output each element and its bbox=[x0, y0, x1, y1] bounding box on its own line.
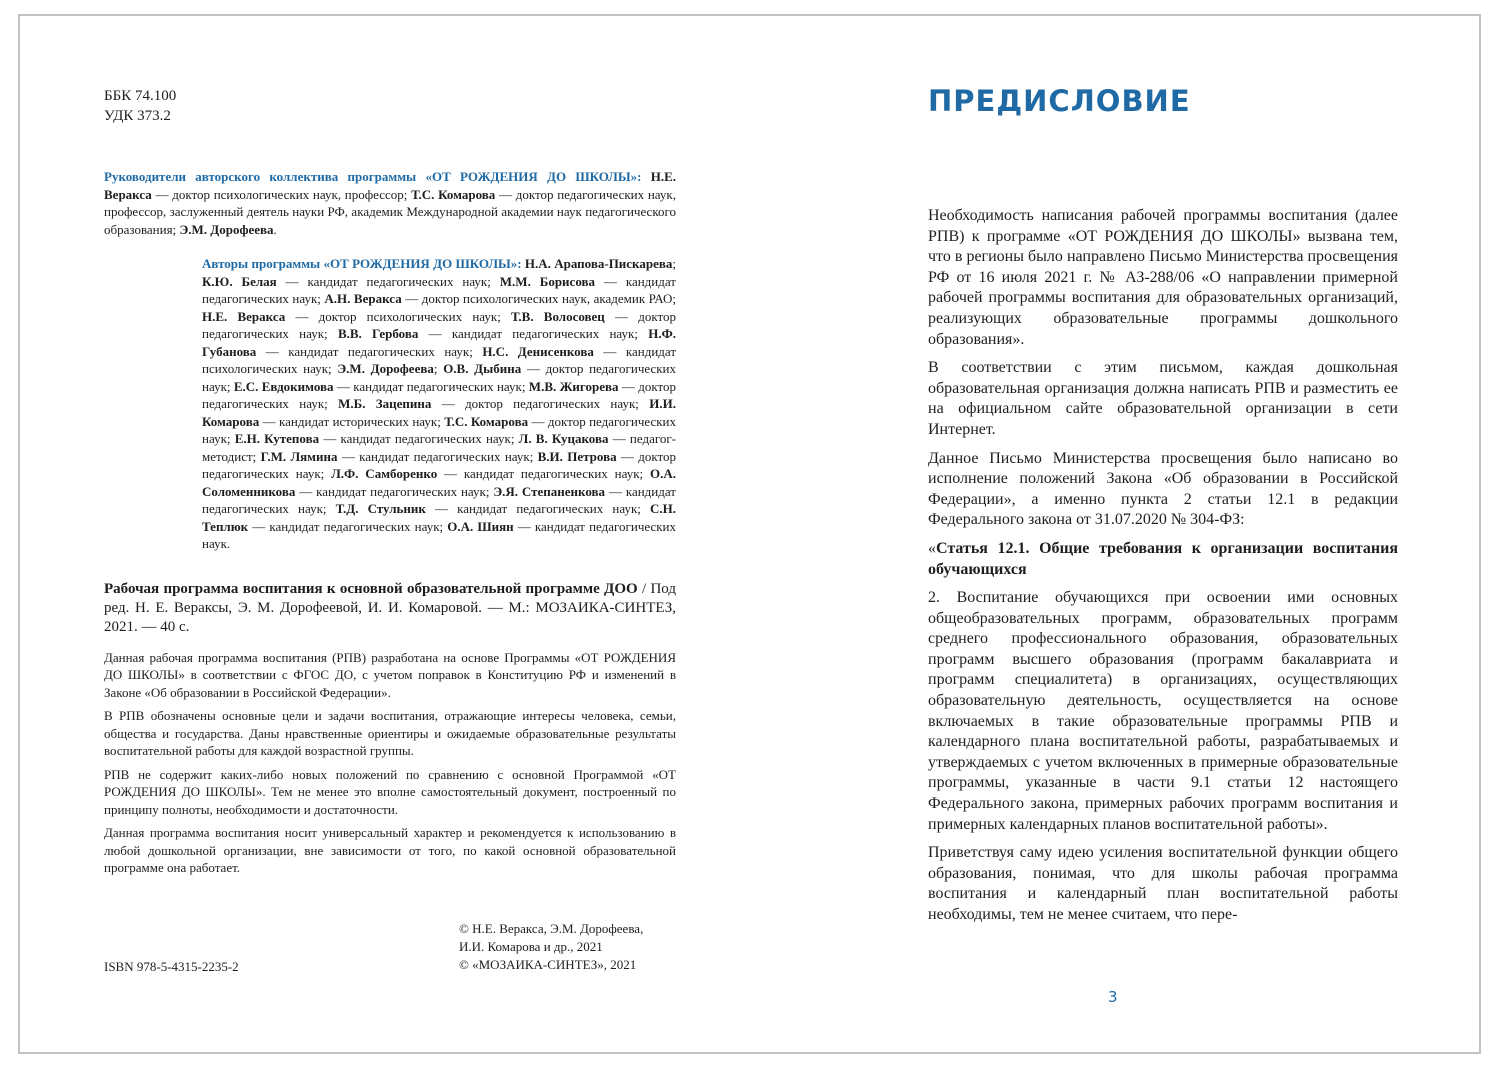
person-description: — доктор психологических наук, академик РАО; bbox=[401, 291, 676, 306]
right-page bbox=[928, 84, 1398, 934]
person-name: О.А. Шиян bbox=[447, 518, 514, 534]
person-name: Т.С. Комарова bbox=[444, 413, 529, 429]
copyright bbox=[459, 920, 643, 974]
person-name: С.Н. Теплюк bbox=[202, 501, 676, 534]
bbk-code: ББК 74.100 bbox=[104, 88, 177, 104]
article-title: Статья 12.1. Общие требования к организации воспитания обучающихся bbox=[928, 539, 1398, 578]
copyright-line: И.И. Комарова и др., 2021 bbox=[459, 939, 603, 954]
person-description: — доктор педагогических наук; bbox=[202, 361, 677, 394]
person-description: — доктор психологических наук, профессор; bbox=[151, 186, 412, 202]
person-name: О.В. Дыбина bbox=[443, 361, 522, 376]
page-title: ПРЕДИСЛОВИЕ bbox=[928, 84, 1191, 118]
law-article-heading bbox=[928, 539, 1398, 580]
book-reference bbox=[104, 580, 676, 637]
book-imprint: / Под ред. Н. Е. Вераксы, Э. М. Дорофеевой, И. И. Комаровой. — М.: МОЗАИКА-СИНТЕЗ, 2021. — 40 с. bbox=[104, 580, 676, 635]
person-description: — кандидат педагогических наук. bbox=[202, 518, 677, 551]
person-description: — кандидат педагогических наук; bbox=[202, 273, 676, 306]
person-name: М.М. Борисова bbox=[499, 273, 596, 289]
authors-block bbox=[202, 255, 676, 553]
person-name: В.В. Гербова bbox=[337, 326, 419, 341]
person-description: — доктор педагогических наук; bbox=[202, 413, 676, 446]
person-description: — доктор психологических наук; bbox=[285, 308, 512, 324]
copyright-line: © Н.Е. Веракса, Э.М. Дорофеева, bbox=[459, 921, 644, 936]
person-description: — педагог-методист; bbox=[202, 431, 677, 464]
person-description: — доктор педагогических наук; bbox=[202, 448, 676, 481]
person-name: А.Н. Веракса bbox=[324, 291, 402, 306]
person-description: ; bbox=[433, 361, 444, 376]
person-name: М.Б. Зацепина bbox=[338, 396, 432, 411]
person-name: К.Ю. Белая bbox=[202, 273, 277, 289]
person-name: О.А. Соломенникова bbox=[202, 466, 676, 499]
imprint-footer bbox=[104, 920, 676, 976]
person-description: — кандидат педагогических наук; bbox=[437, 466, 650, 481]
person-name: Е.Н. Кутепова bbox=[234, 431, 320, 446]
person-description: — кандидат педагогических наук; bbox=[276, 273, 500, 289]
classification-codes bbox=[104, 86, 676, 126]
person-description: — кандидат педагогических наук; bbox=[425, 501, 650, 516]
person-name: Н.Е. Веракса bbox=[104, 169, 677, 202]
person-description: — кандидат педагогических наук; bbox=[202, 483, 676, 516]
isbn: ISBN 978-5-4315-2235-2 bbox=[104, 959, 239, 974]
person-name: Т.С. Комарова bbox=[411, 186, 496, 202]
quote-mark: « bbox=[928, 539, 936, 557]
person-name: Г.М. Лямина bbox=[260, 448, 338, 464]
authors-heading: Авторы программы «ОТ РОЖДЕНИЯ ДО ШКОЛЫ»: bbox=[202, 256, 522, 271]
person-description: . bbox=[273, 221, 277, 237]
person-description: — кандидат педагогических наук; bbox=[337, 448, 538, 464]
page-number: 3 bbox=[1108, 988, 1118, 1006]
person-name: Н.Е. Веракса bbox=[202, 308, 286, 324]
annotation-paragraph: РПВ не содержит каких-либо новых положений по сравнению с основной Программой «ОТ РОЖДЕНИЯ ДО ШКОЛЫ». Тем не менее это вполне самостоятельный документ, построенный по принципу полноты, необходимости и достаточности. bbox=[104, 766, 676, 817]
person-description: — кандидат педагогических наук; bbox=[248, 518, 448, 534]
person-name: Н.С. Денисенкова bbox=[482, 343, 594, 359]
copyright-line: © «МОЗАИКА-СИНТЕЗ», 2021 bbox=[459, 957, 637, 972]
person-description: — кандидат педагогических наук; bbox=[333, 378, 529, 394]
person-name: Э.М. Дорофеева bbox=[337, 361, 434, 376]
person-name: Н.А. Арапова-Пискарева bbox=[524, 256, 673, 271]
annotation-paragraph: В РПВ обозначены основные цели и задачи воспитания, отражающие интересы человека, семьи, общества и государства. Даны нравственные ориентиры и ожидаемые образовательные результаты воспитательной работы для каждой возрастной группы. bbox=[104, 708, 676, 758]
person-name: Е.С. Евдокимова bbox=[233, 378, 334, 394]
person-description: — доктор педагогических наук; bbox=[202, 378, 676, 411]
person-description: — кандидат педагогических наук; bbox=[295, 483, 494, 499]
preface-paragraph: Данное Письмо Министерства просвещения было написано во исполнение положений Закона «Об образовании в Российской Федерации», а именно пункта 2 статьи 12.1 в редакции Федерального закона от 31.07.2020 № 304-ФЗ: bbox=[928, 449, 1398, 529]
person-name: Л. В. Куцакова bbox=[518, 431, 609, 446]
annotation bbox=[104, 649, 676, 877]
person-description: — кандидат исторических наук; bbox=[259, 413, 445, 429]
preface-paragraph: Необходимость написания рабочей программы воспитания (далее РПВ) к программе «ОТ РОЖДЕНИЯ ДО ШКОЛЫ» вызвана тем, что в регионы было направлено Письмо Министерства просвещения РФ от 16 июля 2021 г. № АЗ-288/06 «О направлении примерной рабочей программы воспитания для образовательных организаций, реализующих образовательные программы дошкольного образования». bbox=[928, 207, 1398, 348]
person-description: — кандидат педагогических наук; bbox=[256, 343, 483, 359]
person-name: Т.В. Волосовец bbox=[511, 308, 605, 324]
preface-paragraph: Приветствуя саму идею усиления воспитательной функции общего образования, понимая, что для школы рабочая программа воспитания и календарный план воспитательной работы необходимы, тем не менее считаем, что пере- bbox=[928, 844, 1398, 923]
annotation-paragraph: Данная рабочая программа воспитания (РПВ) разработана на основе Программы «ОТ РОЖДЕНИЯ ДО ШКОЛЫ» в соответствии с ФГОС ДО, с учетом поправок в Конституцию РФ и изменений в Законе «Об образовании в Российской Федерации». bbox=[104, 649, 676, 700]
person-name: И.И. Комарова bbox=[202, 396, 676, 429]
person-description: ; bbox=[672, 256, 676, 271]
person-description: — кандидат педагогических наук; bbox=[319, 431, 519, 446]
authors-list bbox=[202, 256, 676, 551]
preface-paragraph: 2. Воспитание обучающихся при освоении ими основных общеобразовательных программ, образовательных программ среднего профессионального образования, образовательных программ высшего образования (программ бакалавриата и программ специалитета) в организациях, осуществляющих образовательную деятельность, осуществляется на основе включаемых в такие образовательные программы РПВ и календарного плана воспитательной работы, разрабатываемых и утверждаемых с учетом включенных в примерные образовательные программы, указанные в части 9.1 статьи 12 настоящего Федерального закона, примерных рабочих программ воспитания и примерных календарных планов воспитательной работы». bbox=[928, 589, 1398, 833]
preface-text bbox=[928, 206, 1398, 926]
annotation-paragraph: Данная программа воспитания носит универсальный характер и рекомендуется к использованию в любой дошкольной организации, вне зависимости от того, по какой основной образовательной программе она работает. bbox=[104, 825, 676, 875]
person-name: Э.Я. Степаненкова bbox=[493, 483, 606, 499]
leaders-heading: Руководители авторского коллектива программы «ОТ РОЖДЕНИЯ ДО ШКОЛЫ»: bbox=[104, 169, 642, 184]
person-description: — доктор педагогических наук; bbox=[431, 396, 650, 411]
preface-paragraph: В соответствии с этим письмом, каждая дошкольная образовательная организация должна написать РПВ и разместить ее на официальном сайте образовательной организации в сети Интернет. bbox=[928, 359, 1398, 438]
person-name: Л.Ф. Самборенко bbox=[331, 466, 438, 481]
person-name: М.В. Жигорева bbox=[528, 378, 619, 394]
person-name: Э.М. Дорофеева bbox=[179, 221, 274, 237]
book-title: Рабочая программа воспитания к основной образовательной программе ДОО bbox=[104, 580, 638, 597]
person-description: — доктор педагогических наук, профессор, заслуженный деятель науки РФ, академик Международной академии наук педагогического образования; bbox=[104, 186, 676, 237]
person-name: В.И. Петрова bbox=[537, 448, 617, 464]
person-description: — кандидат педагогических наук; bbox=[418, 326, 649, 341]
person-description: — доктор педагогических наук; bbox=[202, 308, 676, 341]
udk-code: УДК 373.2 bbox=[104, 108, 171, 124]
person-name: Т.Д. Стульник bbox=[335, 501, 426, 516]
person-description: — кандидат психологических наук; bbox=[202, 343, 677, 376]
person-name: Н.Ф. Губанова bbox=[202, 326, 676, 359]
left-page bbox=[104, 86, 676, 877]
leaders-block bbox=[104, 168, 676, 238]
